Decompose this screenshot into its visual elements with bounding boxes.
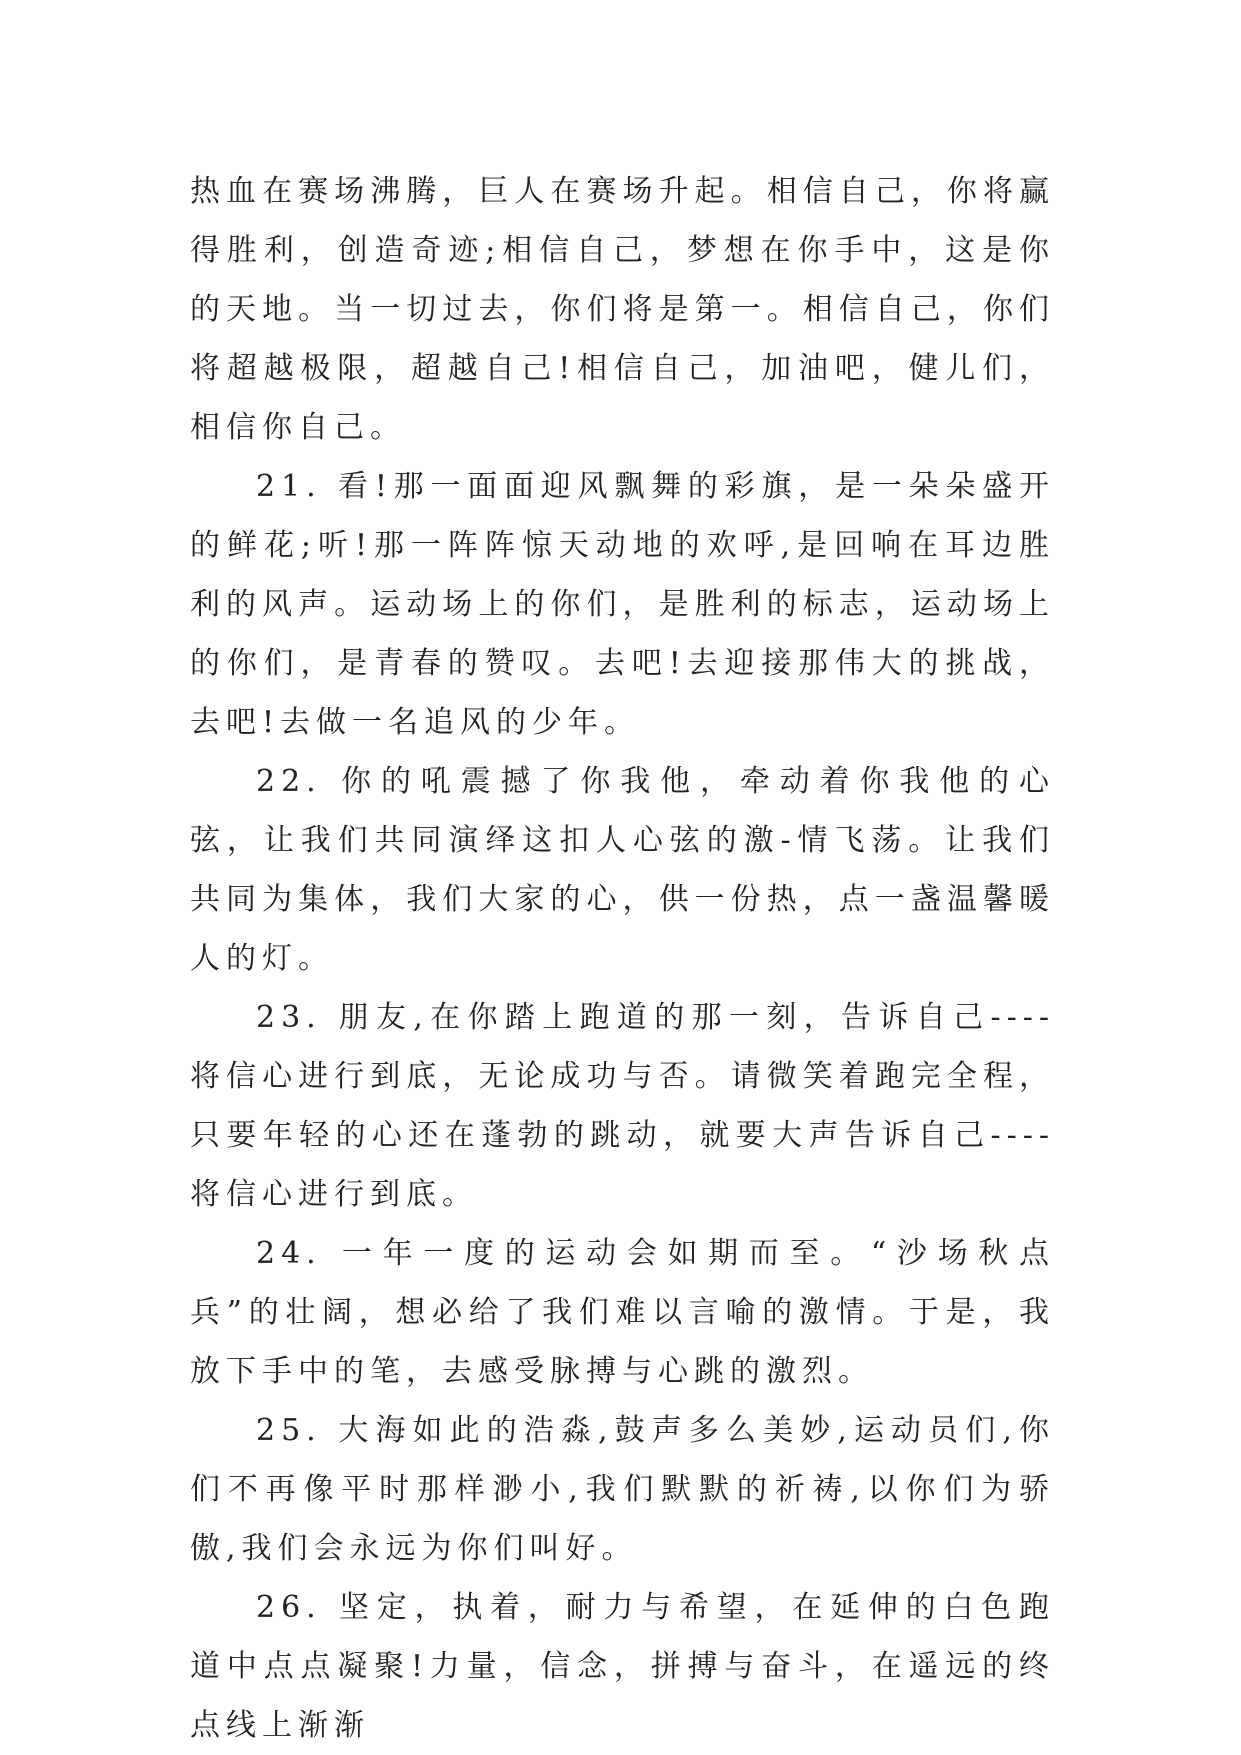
paragraph-26: 26. 坚定，执着，耐力与希望，在延伸的白色跑道中点点凝聚!力量，信念，拼搏与奋斗，在遥远的终点线上渐渐 xyxy=(190,1590,1055,1743)
paragraph-23: 23. 朋友,在你踏上跑道的那一刻，告诉自己----将信心进行到底，无论成功与否。请微笑着跑完全程，只要年轻的心还在蓬勃的跳动，就要大声告诉自己----将信心进行到底。 xyxy=(190,1000,1055,1212)
paragraph-21: 21. 看!那一面面迎风飘舞的彩旗，是一朵朵盛开的鲜花;听!那一阵阵惊天动地的欢呼,是回响在耳边胜利的风声。运动场上的你们，是胜利的标志，运动场上的你们，是青春的赞叹。去吧!去迎接那伟大的挑战，去吧!去做一名追风的少年。 xyxy=(190,469,1055,740)
paragraph-25: 25. 大海如此的浩淼,鼓声多么美妙,运动员们,你们不再像平时那样渺小,我们默默的祈祷,以你们为骄傲,我们会永远为你们叫好。 xyxy=(190,1413,1055,1566)
document-body xyxy=(190,162,1055,1755)
paragraph-22: 22. 你的吼震撼了你我他，牵动着你我他的心弦，让我们共同演绎这扣人心弦的激-情飞荡。让我们共同为集体，我们大家的心，供一份热，点一盏温馨暖人的灯。 xyxy=(190,764,1055,976)
paragraph-continuation: 热血在赛场沸腾，巨人在赛场升起。相信自己，你将赢得胜利，创造奇迹;相信自己，梦想在你手中，这是你的天地。当一切过去，你们将是第一。相信自己，你们将超越极限，超越自己!相信自己，加油吧，健儿们，相信你自己。 xyxy=(190,174,1055,445)
paragraph-24: 24. 一年一度的运动会如期而至。“沙场秋点兵”的壮阔，想必给了我们难以言喻的激情。于是，我放下手中的笔，去感受脉搏与心跳的激烈。 xyxy=(190,1236,1055,1389)
